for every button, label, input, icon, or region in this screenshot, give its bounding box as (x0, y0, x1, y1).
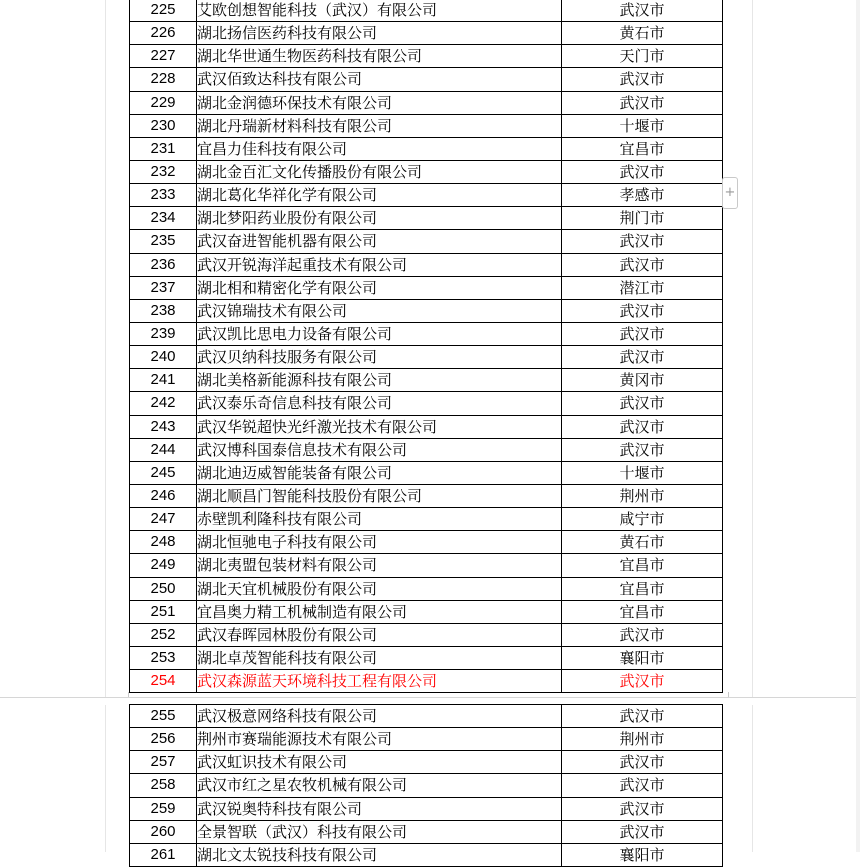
city-name[interactable]: 武汉市 (562, 160, 723, 183)
city-name[interactable]: 十堰市 (562, 461, 723, 484)
table-row (130, 600, 723, 623)
company-table-page-1 (129, 0, 723, 693)
row-number[interactable]: 229 (130, 91, 197, 114)
company-name[interactable]: 武汉华锐超快光纤激光技术有限公司 (197, 415, 562, 438)
table-row (130, 68, 723, 91)
company-name[interactable]: 湖北顺昌门智能科技股份有限公司 (197, 484, 562, 507)
company-name[interactable]: 湖北卓茂智能科技有限公司 (197, 646, 562, 669)
company-name[interactable]: 武汉奋进智能机器有限公司 (197, 230, 562, 253)
company-name[interactable]: 武汉锐奥特科技有限公司 (197, 797, 562, 820)
company-name[interactable]: 武汉锦瑞技术有限公司 (197, 299, 562, 322)
city-name[interactable]: 武汉市 (562, 438, 723, 461)
row-number[interactable]: 257 (130, 751, 197, 774)
table-row (130, 438, 723, 461)
table-row (130, 843, 723, 866)
city-name[interactable]: 武汉市 (562, 797, 723, 820)
company-name[interactable]: 湖北金润德环保技术有限公司 (197, 91, 562, 114)
table-row (130, 91, 723, 114)
row-number[interactable]: 258 (130, 774, 197, 797)
add-row-button[interactable] (722, 177, 738, 209)
company-name[interactable]: 湖北迪迈威智能装备有限公司 (197, 461, 562, 484)
city-name[interactable]: 武汉市 (562, 751, 723, 774)
city-name[interactable]: 武汉市 (562, 774, 723, 797)
row-number[interactable]: 239 (130, 322, 197, 345)
table-row (130, 346, 723, 369)
row-number[interactable]: 243 (130, 415, 197, 438)
row-number[interactable]: 230 (130, 114, 197, 137)
table-row (130, 184, 723, 207)
city-name[interactable]: 武汉市 (562, 0, 723, 22)
row-number[interactable]: 226 (130, 22, 197, 45)
row-number[interactable]: 236 (130, 253, 197, 276)
city-name[interactable]: 潜江市 (562, 276, 723, 299)
row-number[interactable]: 244 (130, 438, 197, 461)
table-row (130, 299, 723, 322)
city-name[interactable]: 武汉市 (562, 253, 723, 276)
row-number[interactable]: 246 (130, 484, 197, 507)
row-number[interactable]: 260 (130, 820, 197, 843)
row-number[interactable]: 241 (130, 369, 197, 392)
row-number[interactable]: 256 (130, 728, 197, 751)
city-name[interactable]: 襄阳市 (562, 646, 723, 669)
city-name[interactable]: 宜昌市 (562, 577, 723, 600)
company-name[interactable]: 湖北葛化华祥化学有限公司 (197, 184, 562, 207)
city-name[interactable]: 咸宁市 (562, 508, 723, 531)
row-number[interactable]: 252 (130, 623, 197, 646)
row-number[interactable]: 242 (130, 392, 197, 415)
company-name[interactable]: 武汉极意网络科技有限公司 (197, 705, 562, 728)
company-table-page-2 (129, 704, 723, 867)
table-row (130, 461, 723, 484)
row-number[interactable]: 247 (130, 508, 197, 531)
table-row (130, 322, 723, 345)
table-row (130, 751, 723, 774)
row-number[interactable]: 251 (130, 600, 197, 623)
company-name[interactable]: 武汉泰乐奇信息科技有限公司 (197, 392, 562, 415)
row-number[interactable]: 238 (130, 299, 197, 322)
city-name[interactable]: 武汉市 (562, 392, 723, 415)
company-name[interactable]: 武汉森源蓝天环境科技工程有限公司 (197, 670, 562, 693)
row-number[interactable]: 261 (130, 843, 197, 866)
company-name[interactable]: 武汉春晖园林股份有限公司 (197, 623, 562, 646)
table-row (130, 137, 723, 160)
row-number[interactable]: 240 (130, 346, 197, 369)
table-row (130, 392, 723, 415)
company-name[interactable]: 湖北丹瑞新材料科技有限公司 (197, 114, 562, 137)
company-name[interactable]: 湖北文太锐技科技有限公司 (197, 843, 562, 866)
city-name[interactable]: 武汉市 (562, 820, 723, 843)
company-name[interactable]: 宜昌奥力精工机械制造有限公司 (197, 600, 562, 623)
city-name[interactable]: 武汉市 (562, 415, 723, 438)
company-name[interactable]: 湖北相和精密化学有限公司 (197, 276, 562, 299)
table-row (130, 484, 723, 507)
table-row (130, 230, 723, 253)
row-number[interactable]: 233 (130, 184, 197, 207)
city-name[interactable]: 武汉市 (562, 623, 723, 646)
company-name[interactable]: 武汉凯比思电力设备有限公司 (197, 322, 562, 345)
table-row (130, 554, 723, 577)
table-row (130, 415, 723, 438)
company-name[interactable]: 武汉虹识技术有限公司 (197, 751, 562, 774)
row-number[interactable]: 250 (130, 577, 197, 600)
table-row (130, 728, 723, 751)
row-number[interactable]: 235 (130, 230, 197, 253)
company-name[interactable]: 湖北华世通生物医药科技有限公司 (197, 45, 562, 68)
city-name[interactable]: 武汉市 (562, 68, 723, 91)
row-number[interactable]: 245 (130, 461, 197, 484)
row-number[interactable]: 249 (130, 554, 197, 577)
city-name[interactable]: 宜昌市 (562, 600, 723, 623)
row-number[interactable]: 254 (130, 670, 197, 693)
row-number[interactable]: 248 (130, 531, 197, 554)
row-number[interactable]: 255 (130, 705, 197, 728)
table-row (130, 0, 723, 22)
row-number[interactable]: 227 (130, 45, 197, 68)
company-name[interactable]: 湖北金百汇文化传播股份有限公司 (197, 160, 562, 183)
table-row (130, 45, 723, 68)
company-name[interactable]: 全景智联（武汉）科技有限公司 (197, 820, 562, 843)
row-number[interactable]: 225 (130, 0, 197, 22)
city-name[interactable]: 武汉市 (562, 670, 723, 693)
city-name[interactable]: 武汉市 (562, 322, 723, 345)
table-row (130, 207, 723, 230)
city-name[interactable]: 武汉市 (562, 91, 723, 114)
row-number[interactable]: 231 (130, 137, 197, 160)
city-name[interactable]: 孝感市 (562, 184, 723, 207)
company-name[interactable]: 湖北扬信医药科技有限公司 (197, 22, 562, 45)
city-name[interactable]: 襄阳市 (562, 843, 723, 866)
city-name[interactable]: 荆门市 (562, 207, 723, 230)
city-name[interactable]: 黄冈市 (562, 369, 723, 392)
city-name[interactable]: 十堰市 (562, 114, 723, 137)
city-name[interactable]: 天门市 (562, 45, 723, 68)
company-name[interactable]: 武汉市红之星农牧机械有限公司 (197, 774, 562, 797)
city-name[interactable]: 荆州市 (562, 484, 723, 507)
table-row (130, 820, 723, 843)
table-row (130, 577, 723, 600)
company-name[interactable]: 湖北恒驰电子科技有限公司 (197, 531, 562, 554)
table-row (130, 508, 723, 531)
company-name[interactable]: 武汉开锐海洋起重技术有限公司 (197, 253, 562, 276)
company-name[interactable]: 宜昌力佳科技有限公司 (197, 137, 562, 160)
row-number[interactable]: 259 (130, 797, 197, 820)
table-row (130, 160, 723, 183)
table-row (130, 646, 723, 669)
table-row (130, 623, 723, 646)
page-2 (0, 704, 860, 864)
company-name[interactable]: 武汉贝纳科技服务有限公司 (197, 346, 562, 369)
plus-icon: + (724, 185, 736, 200)
scrollbar-track[interactable] (856, 0, 860, 852)
table-row (130, 253, 723, 276)
row-number[interactable]: 232 (130, 160, 197, 183)
table-row (130, 705, 723, 728)
company-name[interactable]: 湖北美格新能源科技有限公司 (197, 369, 562, 392)
table-row (130, 797, 723, 820)
city-name[interactable]: 武汉市 (562, 230, 723, 253)
table-row (130, 114, 723, 137)
city-name[interactable]: 宜昌市 (562, 137, 723, 160)
company-table-body (130, 705, 723, 867)
row-number[interactable]: 253 (130, 646, 197, 669)
city-name[interactable]: 荆州市 (562, 728, 723, 751)
company-name[interactable]: 武汉佰致达科技有限公司 (197, 68, 562, 91)
table-row (130, 670, 723, 693)
table-row (130, 531, 723, 554)
row-number[interactable]: 234 (130, 207, 197, 230)
city-name[interactable]: 宜昌市 (562, 554, 723, 577)
table-row (130, 369, 723, 392)
company-name[interactable]: 湖北天宜机械股份有限公司 (197, 577, 562, 600)
company-table-body (130, 0, 723, 693)
table-row (130, 774, 723, 797)
row-number[interactable]: 237 (130, 276, 197, 299)
city-name[interactable]: 武汉市 (562, 299, 723, 322)
table-row (130, 22, 723, 45)
company-name[interactable]: 武汉博科国泰信息技术有限公司 (197, 438, 562, 461)
company-name[interactable]: 赤壁凯利隆科技有限公司 (197, 508, 562, 531)
city-name[interactable]: 武汉市 (562, 346, 723, 369)
company-name[interactable]: 湖北夷盟包装材料有限公司 (197, 554, 562, 577)
city-name[interactable]: 武汉市 (562, 705, 723, 728)
city-name[interactable]: 黄石市 (562, 531, 723, 554)
company-name[interactable]: 湖北梦阳药业股份有限公司 (197, 207, 562, 230)
company-name[interactable]: 荆州市赛瑞能源技术有限公司 (197, 728, 562, 751)
company-name[interactable]: 艾欧创想智能科技（武汉）有限公司 (197, 0, 562, 22)
table-row (130, 276, 723, 299)
city-name[interactable]: 黄石市 (562, 22, 723, 45)
row-number[interactable]: 228 (130, 68, 197, 91)
